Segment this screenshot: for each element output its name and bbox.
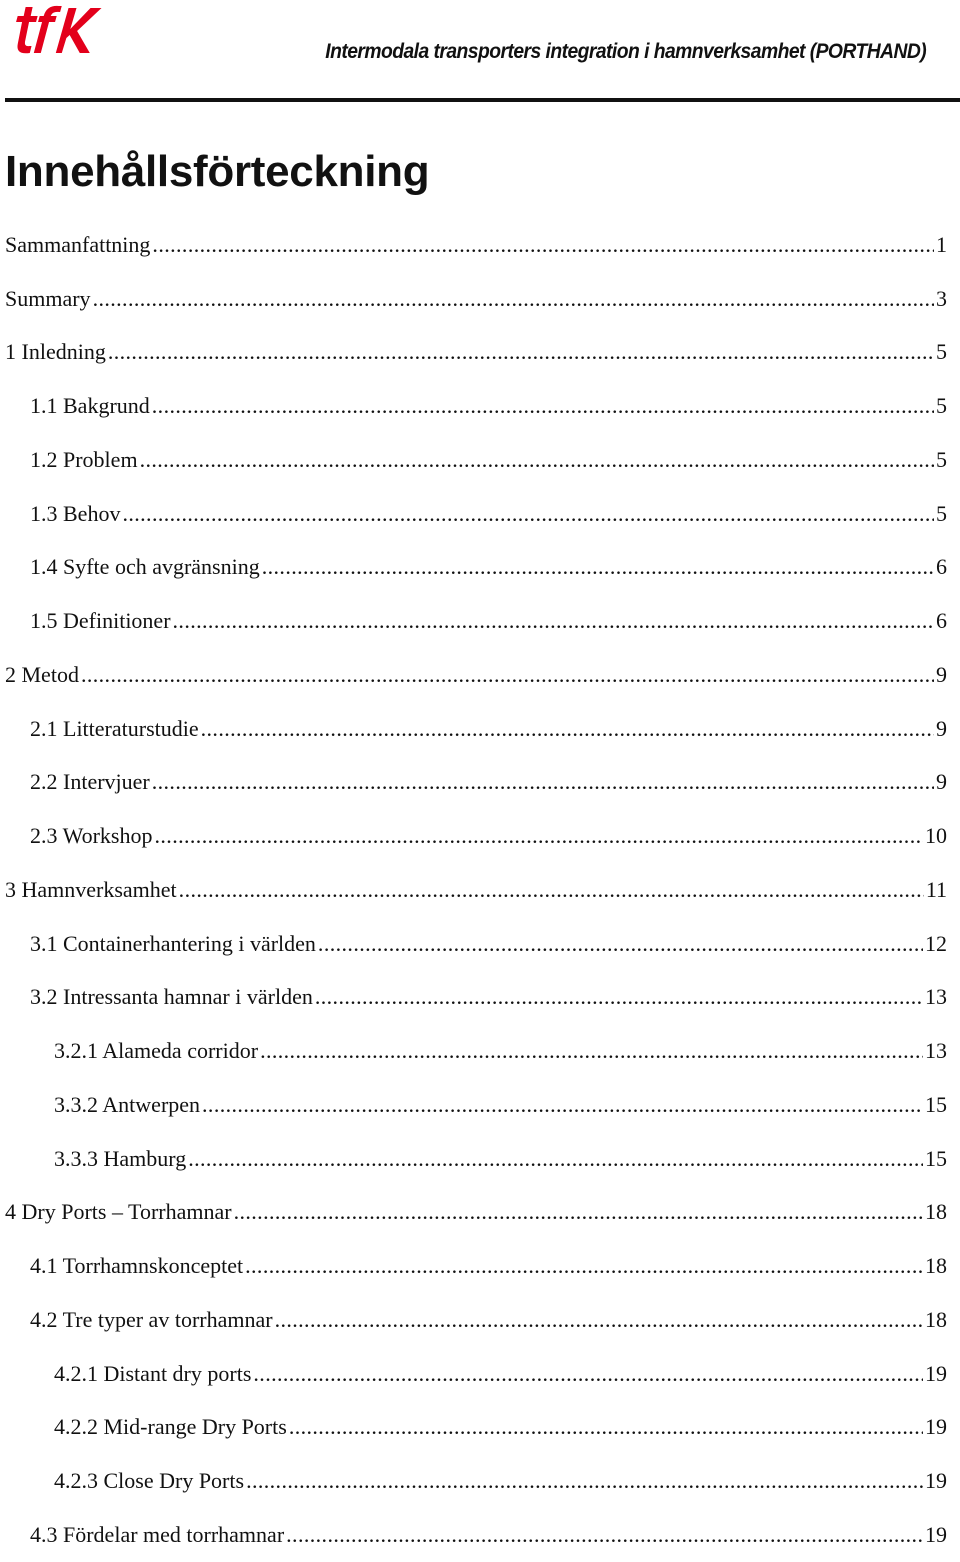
toc-entry-label: 1.3 Behov <box>30 500 121 526</box>
toc-entry-page-number: 12 <box>925 930 947 956</box>
toc-dot-leader <box>152 767 934 797</box>
toc-dot-leader <box>246 1466 923 1496</box>
toc-dot-leader <box>108 337 934 367</box>
document-title: Intermodala transporters integration i hamnverksamhet (PORTHAND) <box>325 40 926 63</box>
toc-entry-page-number: 15 <box>925 1145 947 1171</box>
toc-entry-row <box>54 1090 947 1120</box>
toc-entry-page-number: 13 <box>925 984 947 1010</box>
toc-heading: Innehållsförteckning <box>5 147 430 196</box>
toc-dot-leader <box>234 1197 923 1227</box>
toc-entry-page-number: 1 <box>936 231 947 257</box>
toc-entry-row <box>54 1144 947 1174</box>
page-header <box>0 0 960 104</box>
toc-entry[interactable] <box>0 1024 960 1078</box>
toc-entry-label: 2.2 Intervjuer <box>30 769 150 795</box>
toc-entry-row <box>30 929 947 959</box>
toc-dot-leader <box>202 1090 923 1120</box>
toc-entry[interactable] <box>0 594 960 648</box>
toc-entry-page-number: 9 <box>936 769 947 795</box>
toc-dot-leader <box>81 660 934 690</box>
toc-dot-leader <box>188 1144 923 1174</box>
toc-entry-row <box>5 660 947 690</box>
toc-dot-leader <box>275 1305 923 1335</box>
toc-dot-leader <box>152 391 934 421</box>
toc-entry[interactable] <box>0 326 960 380</box>
toc-entry-row <box>5 337 947 367</box>
toc-dot-leader <box>173 606 934 636</box>
tfk-logo-graphic <box>3 2 105 62</box>
toc-entry[interactable] <box>0 1132 960 1186</box>
toc-entry-page-number: 18 <box>925 1253 947 1279</box>
toc-dot-leader <box>155 821 924 851</box>
toc-entry-page-number: 19 <box>925 1468 947 1494</box>
toc-entry-label: 4.2 Tre typer av torrhamnar <box>30 1306 273 1332</box>
toc-entry-row <box>30 445 947 475</box>
toc-entry-label: 2 Metod <box>5 661 79 687</box>
toc-entry-label: 1 Inledning <box>5 339 106 365</box>
toc-entry-page-number: 6 <box>936 554 947 580</box>
toc-entry[interactable] <box>0 702 960 756</box>
toc-entry[interactable] <box>0 971 960 1025</box>
toc-dot-leader <box>140 445 934 475</box>
toc-entry-row <box>5 230 947 260</box>
toc-entry-label: 3.3.3 Hamburg <box>54 1145 187 1171</box>
toc-entry[interactable] <box>0 1186 960 1240</box>
toc-entry[interactable] <box>0 1508 960 1562</box>
toc-entry-row <box>30 552 947 582</box>
header-divider <box>5 98 960 102</box>
toc-dot-leader <box>122 499 934 529</box>
toc-dot-leader <box>318 929 923 959</box>
toc-entry-row <box>54 1036 947 1066</box>
toc-entry-label: 4 Dry Ports – Torrhamnar <box>5 1199 232 1225</box>
toc-entry[interactable] <box>0 433 960 487</box>
toc-entry[interactable] <box>0 1401 960 1455</box>
toc-entry[interactable] <box>0 1239 960 1293</box>
toc-entry-page-number: 5 <box>936 393 947 419</box>
toc-entry-page-number: 19 <box>925 1521 947 1547</box>
toc-entry-label: 1.2 Problem <box>30 446 138 472</box>
toc-dot-leader <box>286 1520 923 1550</box>
toc-entry-page-number: 18 <box>925 1306 947 1332</box>
toc-entry-label: 2.3 Workshop <box>30 823 153 849</box>
toc-entry-row <box>54 1412 947 1442</box>
toc-dot-leader <box>262 552 934 582</box>
table-of-contents <box>0 218 960 1562</box>
toc-entry-page-number: 15 <box>925 1091 947 1117</box>
toc-entry-row <box>30 1251 947 1281</box>
toc-entry-row <box>30 391 947 421</box>
toc-entry-label: 3.2.1 Alameda corridor <box>54 1038 259 1064</box>
toc-entry-row <box>30 767 947 797</box>
toc-entry[interactable] <box>0 272 960 326</box>
toc-entry-label: 4.2.2 Mid-range Dry Ports <box>54 1414 287 1440</box>
toc-entry[interactable] <box>0 487 960 541</box>
toc-entry-page-number: 18 <box>925 1199 947 1225</box>
toc-entry-page-number: 13 <box>925 1038 947 1064</box>
toc-entry-label: 4.2.3 Close Dry Ports <box>54 1468 245 1494</box>
toc-entry[interactable] <box>0 379 960 433</box>
toc-entry-page-number: 19 <box>925 1360 947 1386</box>
toc-dot-leader <box>260 1036 923 1066</box>
toc-entry-label: 1.5 Definitioner <box>30 608 171 634</box>
toc-entry-row <box>30 714 947 744</box>
toc-entry[interactable] <box>0 1347 960 1401</box>
toc-entry-label: 4.1 Torrhamnskonceptet <box>30 1253 244 1279</box>
toc-entry-row <box>5 875 947 905</box>
toc-entry[interactable] <box>0 917 960 971</box>
toc-entry[interactable] <box>0 648 960 702</box>
toc-entry-row <box>30 499 947 529</box>
toc-entry-label: 3.3.2 Antwerpen <box>54 1091 201 1117</box>
toc-entry-row <box>30 982 947 1012</box>
toc-dot-leader <box>201 714 934 744</box>
toc-entry-row <box>5 1197 947 1227</box>
toc-entry[interactable] <box>0 1293 960 1347</box>
toc-entry-label: 4.3 Fördelar med torrhamnar <box>30 1521 285 1547</box>
toc-entry-page-number: 5 <box>936 339 947 365</box>
toc-entry-row <box>54 1466 947 1496</box>
toc-dot-leader <box>152 230 934 260</box>
toc-entry-label: 4.2.1 Distant dry ports <box>54 1360 252 1386</box>
toc-entry[interactable] <box>0 809 960 863</box>
toc-dot-leader <box>93 284 934 314</box>
toc-entry[interactable] <box>0 541 960 595</box>
toc-entry-row <box>30 821 947 851</box>
toc-entry[interactable] <box>0 1078 960 1132</box>
toc-entry[interactable] <box>0 1454 960 1508</box>
toc-entry-label: 3.2 Intressanta hamnar i världen <box>30 984 313 1010</box>
toc-dot-leader <box>289 1412 923 1442</box>
toc-entry-page-number: 5 <box>936 500 947 526</box>
toc-entry-page-number: 10 <box>925 823 947 849</box>
toc-entry-row <box>30 1520 947 1550</box>
toc-entry-page-number: 19 <box>925 1414 947 1440</box>
tfk-logo <box>3 2 105 62</box>
toc-entry-label: 3.1 Containerhantering i världen <box>30 930 316 956</box>
toc-entry-label: 2.1 Litteraturstudie <box>30 715 199 741</box>
toc-entry-label: 3 Hamnverksamhet <box>5 876 177 902</box>
toc-entry-label: 1.4 Syfte och avgränsning <box>30 554 260 580</box>
toc-entry-row <box>54 1359 947 1389</box>
toc-entry-page-number: 5 <box>936 446 947 472</box>
toc-entry-page-number: 9 <box>936 715 947 741</box>
toc-entry[interactable] <box>0 863 960 917</box>
toc-entry-page-number: 6 <box>936 608 947 634</box>
toc-dot-leader <box>179 875 924 905</box>
toc-entry-label: Summary <box>5 285 91 311</box>
toc-entry-page-number: 3 <box>936 285 947 311</box>
toc-entry-label: 1.1 Bakgrund <box>30 393 150 419</box>
toc-entry[interactable] <box>0 218 960 272</box>
toc-entry-row <box>30 1305 947 1335</box>
toc-entry-page-number: 11 <box>925 876 947 902</box>
toc-dot-leader <box>245 1251 923 1281</box>
toc-entry-row <box>5 284 947 314</box>
toc-entry-label: Sammanfattning <box>5 231 151 257</box>
toc-entry-page-number: 9 <box>936 661 947 687</box>
toc-entry-row <box>30 606 947 636</box>
toc-dot-leader <box>315 982 923 1012</box>
toc-entry[interactable] <box>0 756 960 810</box>
toc-dot-leader <box>253 1359 923 1389</box>
